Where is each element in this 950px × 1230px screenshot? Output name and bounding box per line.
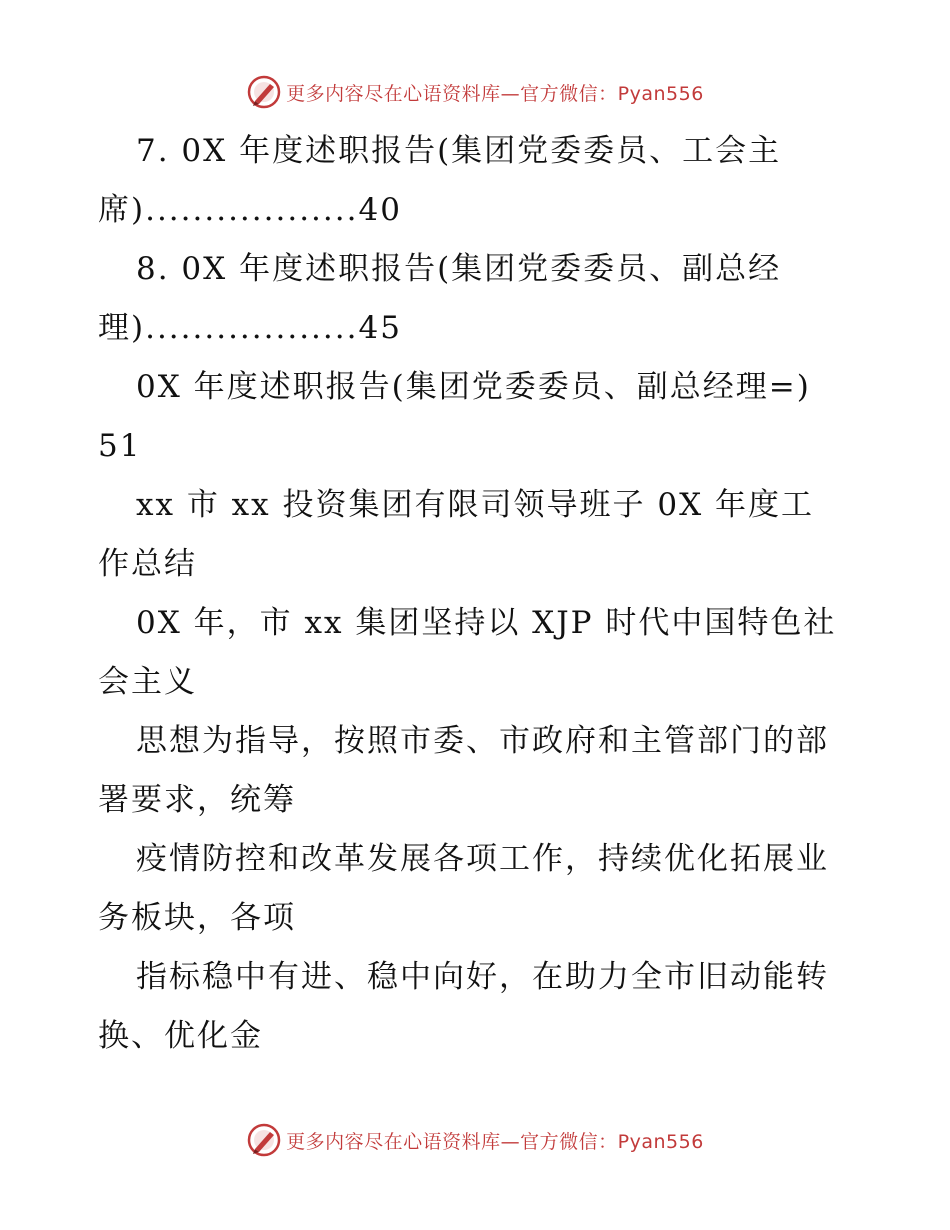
- text-line: 会主义: [98, 664, 197, 700]
- text-line: 署要求，统筹: [98, 782, 296, 818]
- text-line: 思想为指导，按照市委、市政府和主管部门的部: [136, 723, 829, 759]
- text-line: 理)..................45: [98, 310, 402, 346]
- paragraph: [0, 594, 950, 712]
- paragraph: [0, 948, 950, 1066]
- header-watermark-banner: [0, 72, 950, 112]
- paragraph: [0, 476, 950, 594]
- text-line: xx 市 xx 投资集团有限司领导班子 0X 年度工: [136, 487, 814, 523]
- paragraph: [0, 830, 950, 948]
- text-line: 0X 年，市 xx 集团坚持以 XJP 时代中国特色社: [136, 605, 837, 641]
- text-line: 51: [98, 428, 142, 464]
- text-line: 作总结: [98, 546, 197, 582]
- text-line: 8. 0X 年度述职报告(集团党委委员、副总经: [136, 251, 782, 287]
- text-line: 换、优化金: [98, 1018, 263, 1054]
- text-line: 0X 年度述职报告(集团党委委员、副总经理=): [136, 369, 811, 405]
- text-line: 务板块，各项: [98, 900, 296, 936]
- text-line: 席)..................40: [98, 192, 402, 228]
- pen-circle-logo-icon: [246, 74, 282, 110]
- paragraph: [0, 358, 950, 476]
- pen-circle-logo-icon: [246, 1122, 282, 1158]
- paragraph: [0, 122, 950, 240]
- text-line: 指标稳中有进、稳中向好，在助力全市旧动能转: [136, 959, 829, 995]
- text-line: 疫情防控和改革发展各项工作，持续优化拓展业: [136, 841, 829, 877]
- text-line: 7. 0X 年度述职报告(集团党委委员、工会主: [136, 133, 782, 169]
- paragraph: [0, 240, 950, 358]
- paragraph: [0, 712, 950, 830]
- footer-watermark-banner: [0, 1120, 950, 1160]
- watermark-text: 更多内容尽在心语资料库—官方微信：Pyan556: [286, 1130, 704, 1153]
- watermark-text: 更多内容尽在心语资料库—官方微信：Pyan556: [286, 82, 704, 105]
- document-body: [0, 122, 950, 1066]
